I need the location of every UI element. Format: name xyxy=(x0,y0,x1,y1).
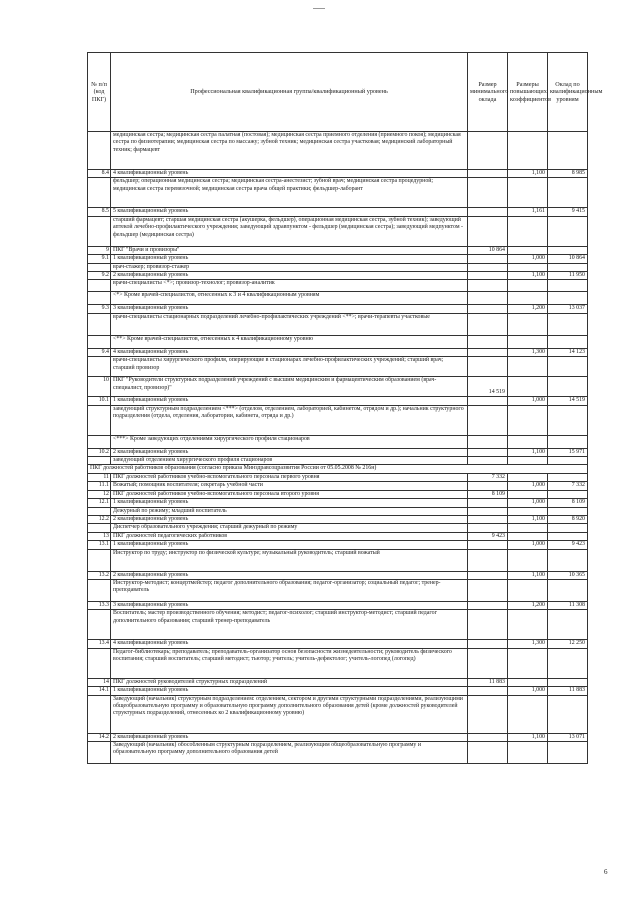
row-base-salary: 8 109 xyxy=(468,490,508,498)
row-coefficient xyxy=(508,648,548,678)
row-coefficient xyxy=(508,435,548,448)
row-coefficient xyxy=(508,579,548,601)
row-salary xyxy=(548,524,588,532)
row-coefficient: 1,100 xyxy=(508,272,548,280)
row-code xyxy=(88,132,111,170)
row-description: врач-стажер; провизор-стажер xyxy=(111,263,468,271)
row-coefficient xyxy=(508,263,548,271)
row-description: 3 квалификационный уровень xyxy=(111,305,468,313)
row-code: 14 xyxy=(88,678,111,686)
row-base-salary: 10 864 xyxy=(468,246,508,254)
table-row xyxy=(88,348,588,356)
row-base-salary xyxy=(468,305,508,313)
row-salary xyxy=(548,313,588,335)
row-code xyxy=(88,178,111,208)
row-description: ПКГ должностей педагогических работников xyxy=(111,532,468,540)
row-salary: 12 250 xyxy=(548,640,588,648)
row-description: ПКГ "Врачи и провизоры" xyxy=(111,246,468,254)
row-code: 9.2 xyxy=(88,272,111,280)
table-row xyxy=(88,178,588,208)
row-coefficient: 1,000 xyxy=(508,397,548,405)
row-coefficient xyxy=(508,132,548,170)
row-base-salary xyxy=(468,741,508,763)
table-row xyxy=(88,457,588,465)
row-description: 1 квалификационный уровень xyxy=(111,397,468,405)
row-code: 11 xyxy=(88,473,111,481)
row-code: 10.2 xyxy=(88,448,111,456)
row-description: Заведующий (начальник) структурным подразделением: отделением, сектором и другими структурными подразделениями, реализующими общеобразовательную программу и образовательную программу дополнительного образования детей (кроме должностей руководителей структурных подразделений, отнесенных ко 2 квалификационному уровню) xyxy=(111,695,468,733)
row-salary xyxy=(548,741,588,763)
table-row xyxy=(88,357,588,377)
row-salary xyxy=(548,490,588,498)
row-code: 13.3 xyxy=(88,601,111,609)
row-base-salary xyxy=(468,507,508,515)
row-description: Дежурный по режиму; младший воспитатель xyxy=(111,507,468,515)
row-code xyxy=(88,435,111,448)
table-header-row xyxy=(88,53,588,132)
row-base-salary xyxy=(468,687,508,695)
row-base-salary xyxy=(468,579,508,601)
row-code: 11.1 xyxy=(88,482,111,490)
row-salary xyxy=(548,695,588,733)
table-row xyxy=(88,490,588,498)
row-coefficient: 1,000 xyxy=(508,541,548,549)
table-row xyxy=(88,473,588,481)
row-code xyxy=(88,292,111,305)
row-salary: 8 109 xyxy=(548,499,588,507)
table-row xyxy=(88,515,588,523)
header-base-salary: Размер минимального оклада xyxy=(468,53,508,132)
row-coefficient xyxy=(508,280,548,292)
row-coefficient xyxy=(508,457,548,465)
table-row xyxy=(88,741,588,763)
row-description: 5 квалификационный уровень xyxy=(111,208,468,216)
row-salary xyxy=(548,610,588,640)
table-row xyxy=(88,335,588,348)
row-code xyxy=(88,313,111,335)
row-description: Инструктор-методист; концертмейстер; педагог дополнительного образования; педагог-организатор; социальный педагог; тренер-преподаватель xyxy=(111,579,468,601)
row-coefficient xyxy=(508,216,548,246)
row-base-salary xyxy=(468,292,508,305)
row-base-salary xyxy=(468,571,508,579)
row-coefficient: 1,100 xyxy=(508,448,548,456)
row-coefficient: 1,000 xyxy=(508,499,548,507)
row-salary: 9 423 xyxy=(548,541,588,549)
table-row xyxy=(88,435,588,448)
row-coefficient xyxy=(508,178,548,208)
row-description: Диспетчер образовательного учреждения; старший дежурный по режиму xyxy=(111,524,468,532)
table-row xyxy=(88,507,588,515)
row-coefficient xyxy=(508,490,548,498)
row-coefficient xyxy=(508,678,548,686)
row-salary: 14 123 xyxy=(548,348,588,356)
row-code: 12 xyxy=(88,490,111,498)
row-description: 1 квалификационный уровень xyxy=(111,499,468,507)
row-salary: 13 037 xyxy=(548,305,588,313)
table-row xyxy=(88,640,588,648)
row-base-salary xyxy=(468,255,508,263)
row-salary xyxy=(548,280,588,292)
table-row xyxy=(88,541,588,549)
row-salary xyxy=(548,335,588,348)
row-salary xyxy=(548,292,588,305)
row-code: 9.4 xyxy=(88,348,111,356)
row-description: Педагог-библиотекарь; преподаватель; преподаватель-организатор основ безопасности жизнедеятельности; руководитель физического воспитания; старший воспитатель; старший методист; тьютор; учитель; учитель-дефектолог; учитель-логопед (логопед) xyxy=(111,648,468,678)
salary-table-sheet xyxy=(87,52,603,764)
row-code xyxy=(88,335,111,348)
table-row xyxy=(88,272,588,280)
row-coefficient: 1,161 xyxy=(508,208,548,216)
row-base-salary xyxy=(468,515,508,523)
row-base-salary xyxy=(468,733,508,741)
row-base-salary xyxy=(468,216,508,246)
row-base-salary xyxy=(468,640,508,648)
row-code: 13.2 xyxy=(88,571,111,579)
row-coefficient xyxy=(508,473,548,481)
row-code xyxy=(88,695,111,733)
table-row xyxy=(88,687,588,695)
table-row xyxy=(88,499,588,507)
row-description: Вожатый; помощник воспитателя; секретарь учебной части xyxy=(111,482,468,490)
row-code: 9 xyxy=(88,246,111,254)
row-salary xyxy=(548,132,588,170)
row-base-salary xyxy=(468,610,508,640)
row-salary xyxy=(548,473,588,481)
row-base-salary xyxy=(468,435,508,448)
row-base-salary xyxy=(468,132,508,170)
row-description: 2 квалификационный уровень xyxy=(111,448,468,456)
table-row xyxy=(88,255,588,263)
table-row xyxy=(88,610,588,640)
row-code: 10 xyxy=(88,377,111,397)
row-salary: 11 883 xyxy=(548,687,588,695)
row-coefficient xyxy=(508,695,548,733)
row-coefficient xyxy=(508,549,548,571)
row-code: 9.3 xyxy=(88,305,111,313)
table-row xyxy=(88,377,588,397)
row-coefficient xyxy=(508,335,548,348)
row-salary xyxy=(548,377,588,397)
table-row xyxy=(88,292,588,305)
row-base-salary xyxy=(468,549,508,571)
row-base-salary xyxy=(468,178,508,208)
page-number: 6 xyxy=(604,868,608,876)
row-description: 4 квалификационный уровень xyxy=(111,170,468,178)
row-salary xyxy=(548,405,588,435)
row-code xyxy=(88,579,111,601)
row-salary xyxy=(548,457,588,465)
top-mark xyxy=(313,8,325,9)
row-description: 2 квалификационный уровень xyxy=(111,272,468,280)
row-description: 2 квалификационный уровень xyxy=(111,733,468,741)
table-row xyxy=(88,280,588,292)
table-row xyxy=(88,695,588,733)
row-code: 12.2 xyxy=(88,515,111,523)
row-base-salary xyxy=(468,280,508,292)
row-code: 13.4 xyxy=(88,640,111,648)
table-row xyxy=(88,263,588,271)
table-row xyxy=(88,579,588,601)
row-description: заведующий отделением хирургического профиля стационаров xyxy=(111,457,468,465)
table-row xyxy=(88,549,588,571)
row-code xyxy=(88,507,111,515)
row-base-salary xyxy=(468,272,508,280)
row-code: 13.1 xyxy=(88,541,111,549)
row-description: фельдшер; операционная медицинская сестра; медицинская сестра-анестезист; зубной врач; медицинская сестра процедурной; медицинская сестра перевязочной; медицинская сестра врача общей практики; фельдшер-лаборант xyxy=(111,178,468,208)
row-coefficient xyxy=(508,610,548,640)
row-salary xyxy=(548,435,588,448)
row-coefficient: 1,000 xyxy=(508,482,548,490)
row-description: 3 квалификационный уровень xyxy=(111,601,468,609)
row-salary: 15 971 xyxy=(548,448,588,456)
row-description: Заведующий (начальник) обособленным структурным подразделением, реализующим общеобразовательную программу и образовательную программу дополнительного образования детей xyxy=(111,741,468,763)
row-code xyxy=(88,357,111,377)
row-base-salary: 9 423 xyxy=(468,532,508,540)
row-description: 4 квалификационный уровень xyxy=(111,640,468,648)
row-coefficient xyxy=(508,357,548,377)
row-salary xyxy=(548,357,588,377)
row-base-salary xyxy=(468,170,508,178)
row-salary xyxy=(548,532,588,540)
table-row xyxy=(88,571,588,579)
row-coefficient xyxy=(508,532,548,540)
row-code xyxy=(88,216,111,246)
table-row xyxy=(88,405,588,435)
row-salary: 14 519 xyxy=(548,397,588,405)
row-coefficient: 1,100 xyxy=(508,515,548,523)
row-description: <*> Кроме врачей-специалистов, отнесенных к 3 и 4 квалификационным уровням xyxy=(111,292,468,305)
row-salary xyxy=(548,263,588,271)
row-coefficient: 1,200 xyxy=(508,601,548,609)
row-description: <**> Кроме врачей-специалистов, отнесенных к 4 квалификационному уровню xyxy=(111,335,468,348)
row-description: врачи-специалисты стационарных подразделений лечебно-профилактических учреждений <**>; врачи-терапевты участковые xyxy=(111,313,468,335)
row-code: 9.1 xyxy=(88,255,111,263)
row-base-salary xyxy=(468,648,508,678)
row-coefficient xyxy=(508,524,548,532)
header-salary: Оклад по квалификационным уровням xyxy=(548,53,588,132)
table-row xyxy=(88,733,588,741)
row-description: <***> Кроме заведующих отделениями хирургического профиля стационаров xyxy=(111,435,468,448)
row-salary xyxy=(548,178,588,208)
table-row xyxy=(88,397,588,405)
row-salary: 11 950 xyxy=(548,272,588,280)
row-code: 14.1 xyxy=(88,687,111,695)
row-salary xyxy=(548,579,588,601)
row-salary xyxy=(548,648,588,678)
row-salary: 8 920 xyxy=(548,515,588,523)
row-base-salary xyxy=(468,208,508,216)
row-coefficient: 1,100 xyxy=(508,170,548,178)
row-coefficient xyxy=(508,246,548,254)
row-base-salary xyxy=(468,448,508,456)
row-description: Воспитатель; мастер производственного обучения; методист; педагог-психолог; старший инструктор-методист; старший педагог дополнительного образования; старший тренер-преподаватель xyxy=(111,610,468,640)
row-code xyxy=(88,741,111,763)
table-row xyxy=(88,305,588,313)
row-code: 8.4 xyxy=(88,170,111,178)
row-base-salary: 7 332 xyxy=(468,473,508,481)
salary-table xyxy=(87,52,603,764)
row-coefficient xyxy=(508,313,548,335)
row-base-salary xyxy=(468,499,508,507)
row-base-salary xyxy=(468,457,508,465)
row-coefficient xyxy=(508,405,548,435)
row-coefficient: 1,300 xyxy=(508,640,548,648)
row-coefficient xyxy=(508,377,548,397)
row-description: 1 квалификационный уровень xyxy=(111,687,468,695)
row-description: ПКГ должностей работников учебно-вспомогательного персонала первого уровня xyxy=(111,473,468,481)
row-base-salary: 11 883 xyxy=(468,678,508,686)
row-salary xyxy=(548,678,588,686)
header-code: № п/п (код ПКГ) xyxy=(88,53,111,132)
row-salary: 7 332 xyxy=(548,482,588,490)
row-code: 12.1 xyxy=(88,499,111,507)
row-coefficient xyxy=(508,507,548,515)
row-code xyxy=(88,648,111,678)
row-description: 1 квалификационный уровень xyxy=(111,541,468,549)
section-heading: ПКГ должностей работников образования (согласно приказа Минздравсоцразвития России от 05.05.2008 № 216н) xyxy=(88,465,588,473)
row-base-salary xyxy=(468,357,508,377)
row-coefficient: 1,000 xyxy=(508,687,548,695)
row-base-salary xyxy=(468,313,508,335)
row-description: старший фармацевт; старшая медицинская сестра (акушерка, фельдшер), операционная медицинская сестра, зубной техник); заведующий аптекой лечебно-профилактического учреждения; заведующий здравпунктом - фельдшер (медицинская сестра); заведующий медпунктом - фельдшер (медицинская сестра) xyxy=(111,216,468,246)
row-code xyxy=(88,457,111,465)
row-salary: 10 864 xyxy=(548,255,588,263)
row-base-salary xyxy=(468,695,508,733)
row-coefficient: 1,100 xyxy=(508,733,548,741)
row-description: 2 квалификационный уровень xyxy=(111,515,468,523)
row-description: 4 квалификационный уровень xyxy=(111,348,468,356)
row-salary xyxy=(548,549,588,571)
row-coefficient: 1,300 xyxy=(508,348,548,356)
table-row xyxy=(88,532,588,540)
row-base-salary xyxy=(468,405,508,435)
table-row xyxy=(88,170,588,178)
table-row xyxy=(88,482,588,490)
row-base-salary xyxy=(468,524,508,532)
row-code xyxy=(88,280,111,292)
table-row xyxy=(88,313,588,335)
header-coefficient: Размеры повышающих коэффициентов xyxy=(508,53,548,132)
table-row xyxy=(88,648,588,678)
row-base-salary xyxy=(468,397,508,405)
row-description: ПКГ "Руководители структурных подразделений учреждений с высшим медицинским и фармацевтическим образованием (врач-специалист, провизор)" xyxy=(111,377,468,397)
table-row xyxy=(88,216,588,246)
row-code: 8.5 xyxy=(88,208,111,216)
row-code xyxy=(88,263,111,271)
row-base-salary xyxy=(468,601,508,609)
table-row xyxy=(88,678,588,686)
row-salary: 13 071 xyxy=(548,733,588,741)
row-coefficient xyxy=(508,292,548,305)
row-salary: 9 415 xyxy=(548,208,588,216)
row-salary: 10 365 xyxy=(548,571,588,579)
table-row xyxy=(88,132,588,170)
row-coefficient: 1,200 xyxy=(508,305,548,313)
row-salary: 11 308 xyxy=(548,601,588,609)
table-row xyxy=(88,246,588,254)
row-code: 10.1 xyxy=(88,397,111,405)
table-row xyxy=(88,465,588,473)
row-code xyxy=(88,524,111,532)
row-base-salary xyxy=(468,335,508,348)
table-row xyxy=(88,524,588,532)
row-description: врачи-специалисты хирургического профиля, оперирующие в стационарах лечебно-профилактических учреждений; старший врач; старший провизор xyxy=(111,357,468,377)
row-coefficient xyxy=(508,741,548,763)
row-coefficient: 1,000 xyxy=(508,255,548,263)
row-code: 13 xyxy=(88,532,111,540)
table-row xyxy=(88,208,588,216)
row-description: 2 квалификационный уровень xyxy=(111,571,468,579)
row-salary: 8 985 xyxy=(548,170,588,178)
row-description: 1 квалификационный уровень xyxy=(111,255,468,263)
row-coefficient: 1,100 xyxy=(508,571,548,579)
row-base-salary xyxy=(468,263,508,271)
row-code: 14.2 xyxy=(88,733,111,741)
row-description: медицинская сестра; медицинская сестра палатная (постовая); медицинская сестра приемного отделения (приемного покоя); медицинская сестра по физиотерапии; медицинская сестра по массажу; зубной техник; медицинская сестра участковая; медицинский лабораторный техник; фармацевт xyxy=(111,132,468,170)
row-description: ПКГ должностей руководителей структурных подразделений xyxy=(111,678,468,686)
row-salary xyxy=(548,246,588,254)
row-description: Инструктор по труду; инструктор по физической культуре; музыкальный руководитель; старший вожатый xyxy=(111,549,468,571)
row-salary xyxy=(548,507,588,515)
row-base-salary xyxy=(468,482,508,490)
row-description: ПКГ должностей работников учебно-вспомогательного персонала второго уровня xyxy=(111,490,468,498)
row-code xyxy=(88,610,111,640)
row-code xyxy=(88,405,111,435)
row-code xyxy=(88,549,111,571)
table-row xyxy=(88,601,588,609)
row-description: заведующий структурным подразделением <***> (отделом, отделением, лабораторией, кабинетом, отрядом и др.); начальник структурного подразделения (отдела, отделения, лаборатории, кабинета, отряда и др.) xyxy=(111,405,468,435)
table-body xyxy=(88,132,588,764)
row-base-salary xyxy=(468,348,508,356)
row-salary xyxy=(548,216,588,246)
row-description: врачи-специалисты <*>; провизор-технолог; провизор-аналитик xyxy=(111,280,468,292)
header-group: Профессиональная квалификационная группа/квалификационный уровень xyxy=(111,53,468,132)
table-row xyxy=(88,448,588,456)
row-base-salary: 14 519 xyxy=(468,377,508,397)
row-base-salary xyxy=(468,541,508,549)
